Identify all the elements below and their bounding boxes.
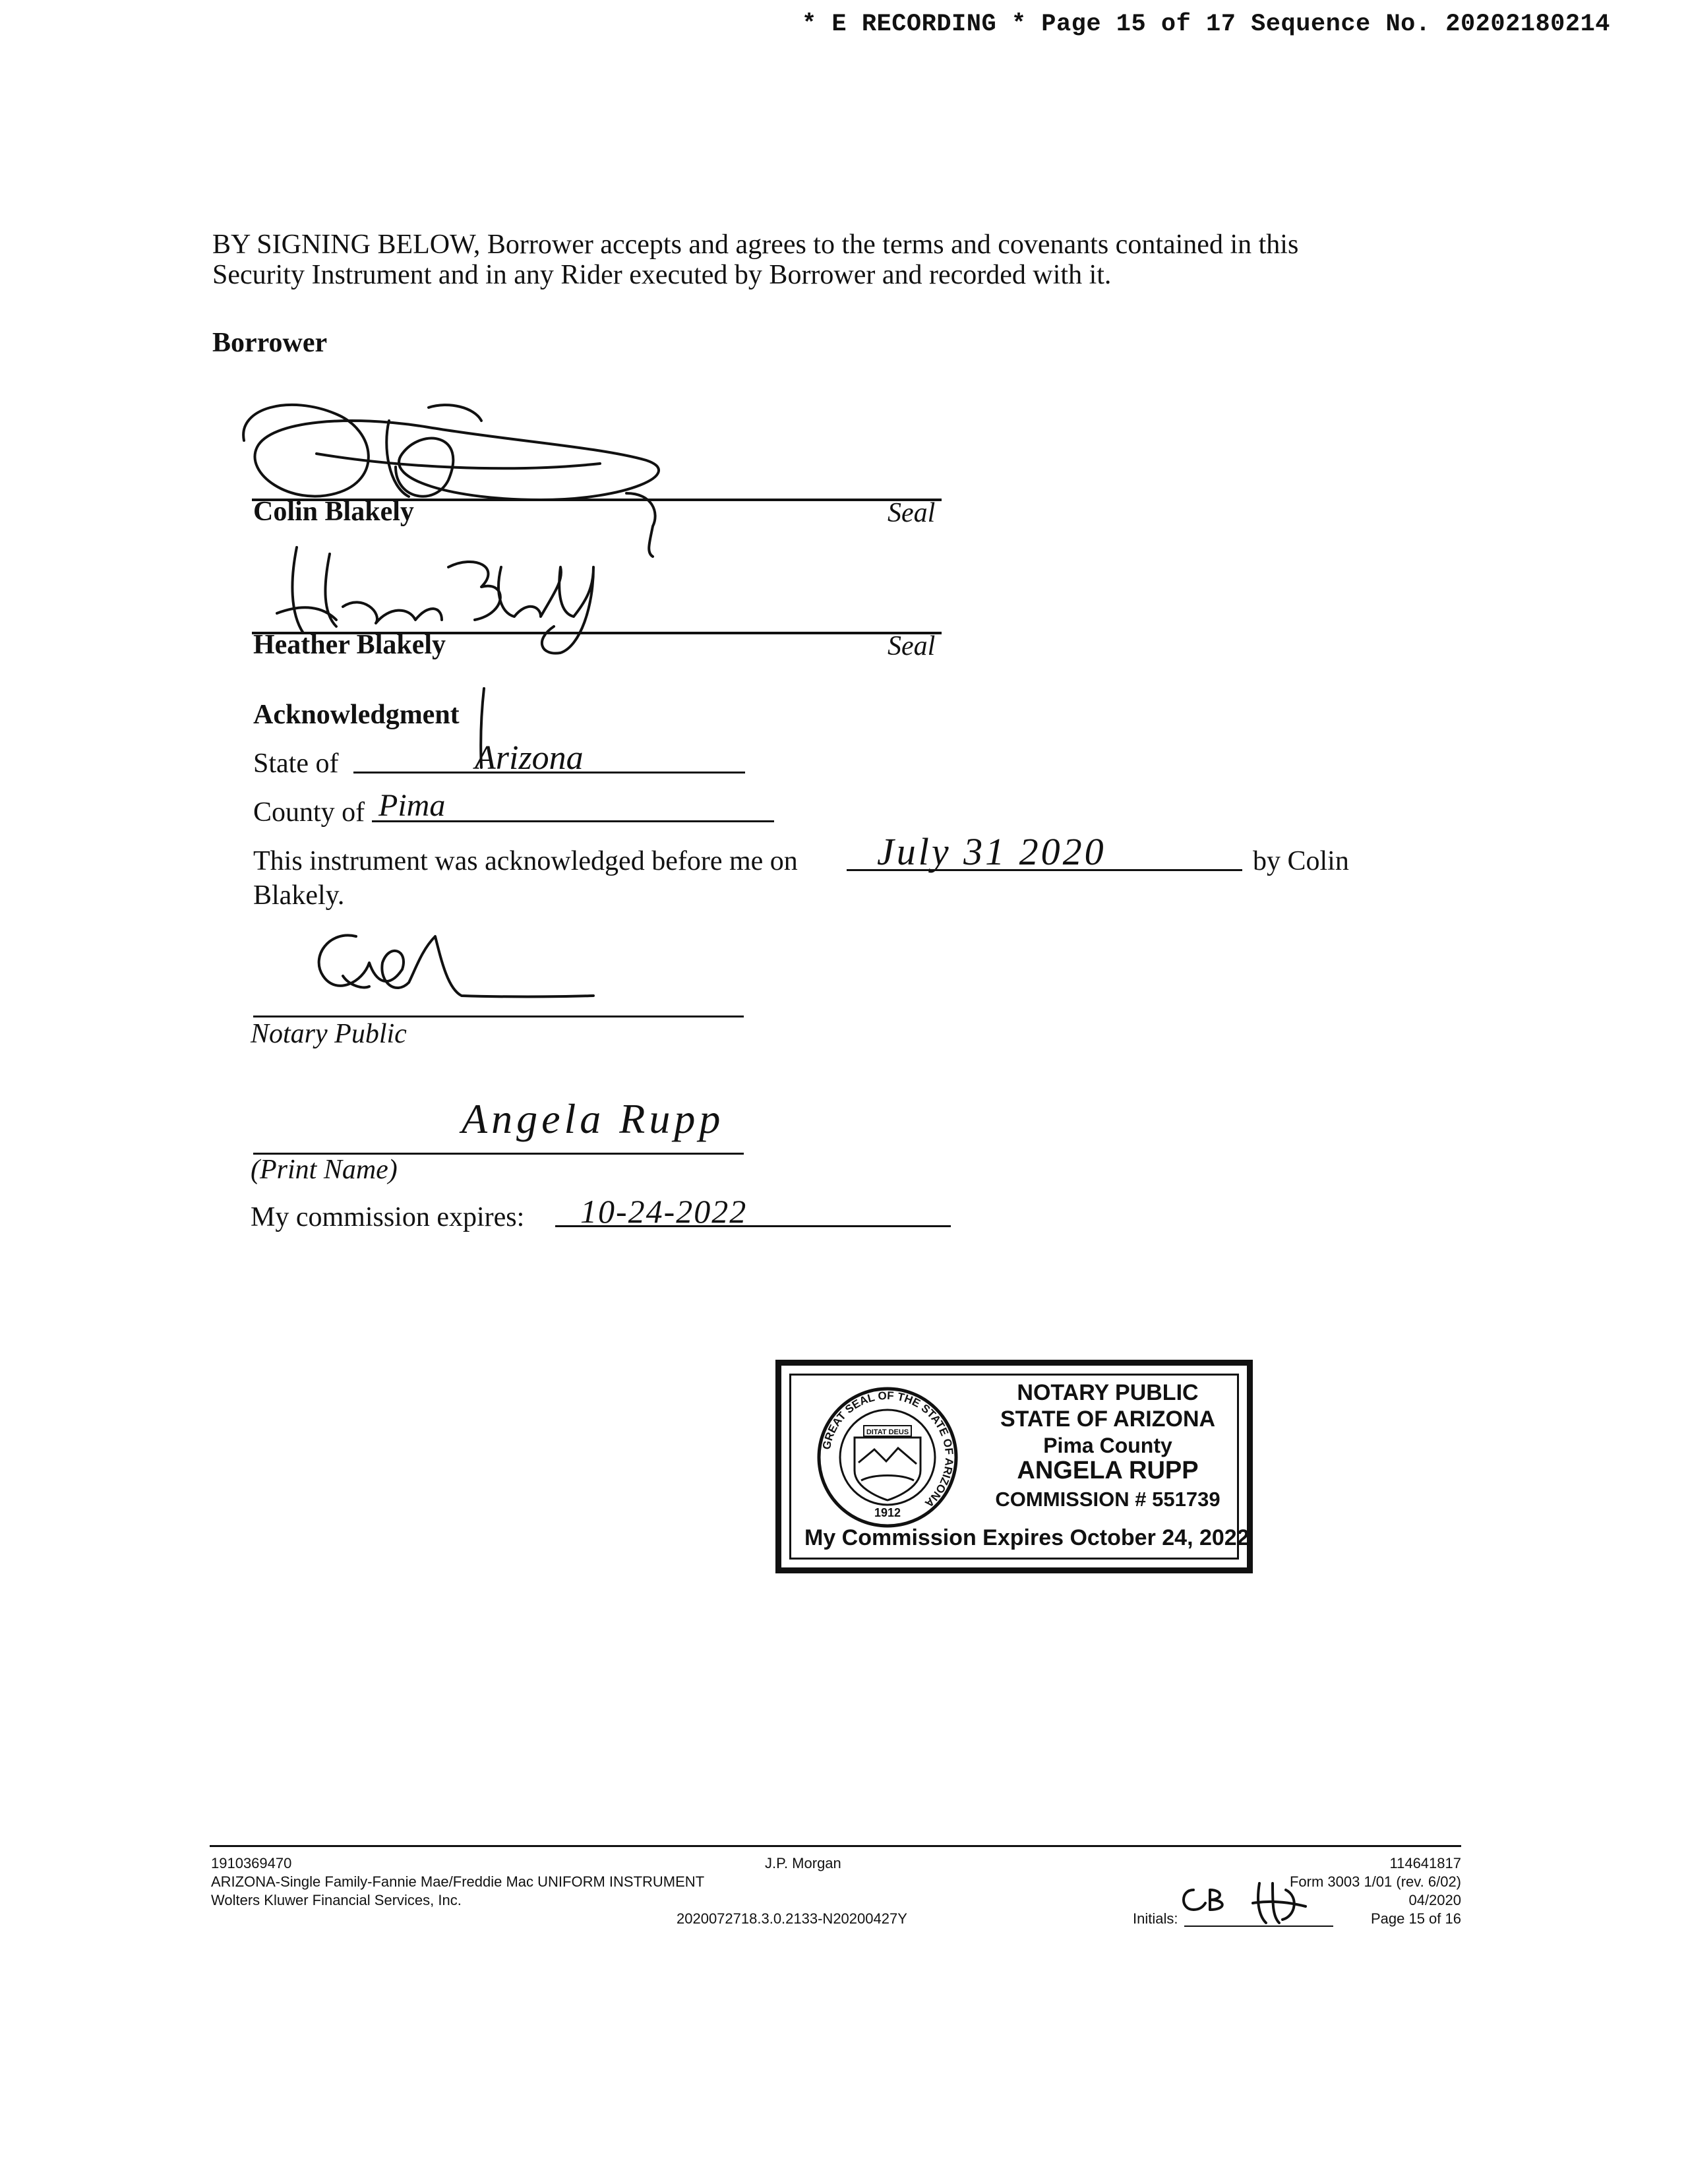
state-value: Arizona — [475, 739, 584, 777]
stamp-line-5: COMMISSION # 551739 — [995, 1488, 1221, 1511]
commission-value: 10-24-2022 — [580, 1193, 748, 1230]
ack-prefix: This instrument was acknowledged before me on — [253, 846, 798, 876]
footer-doc-code: 2020072718.3.0.2133-N20200427Y — [677, 1910, 907, 1927]
stamp-expiration: My Commission Expires October 24, 2022 — [804, 1525, 1250, 1550]
seal-year: 1912 — [874, 1506, 901, 1519]
footer-right-number: 114641817 — [1389, 1855, 1461, 1871]
borrower-heading: Borrower — [212, 328, 328, 358]
notary-public-label: Notary Public — [251, 1019, 407, 1049]
print-name-label: (Print Name) — [251, 1155, 398, 1185]
arizona-seal-icon — [815, 1385, 960, 1530]
heather-seal: Seal — [888, 631, 936, 661]
signing-statement — [212, 229, 1412, 290]
footer-loan-number: 1910369470 — [211, 1855, 292, 1871]
footer-rule — [210, 1845, 1461, 1847]
footer-initials-label: Initials: — [1133, 1910, 1178, 1927]
ack-date: July 31 2020 — [877, 830, 1106, 873]
footer-form-title: ARIZONA-Single Family-Fannie Mae/Freddie Mac UNIFORM INSTRUMENT — [211, 1873, 705, 1890]
ack-suffix: by Colin — [1253, 846, 1349, 876]
signing-statement-line-1: BY SIGNING BELOW, Borrower accepts and agrees to the terms and covenants contained in this — [212, 229, 1299, 260]
county-label: County of — [253, 797, 365, 828]
notary-signature — [303, 923, 607, 1009]
ack-line-2: Blakely. — [253, 880, 345, 911]
stamp-line-3: Pima County — [1043, 1434, 1172, 1457]
seal-ring-text: GREAT SEAL OF THE STATE OF ARIZONA — [820, 1389, 956, 1510]
footer-left — [211, 1854, 704, 1910]
colin-name: Colin Blakely — [253, 497, 414, 527]
footer-form-date: 04/2020 — [1408, 1892, 1461, 1908]
stamp-line-2: STATE OF ARIZONA — [1000, 1407, 1216, 1432]
heather-name: Heather Blakely — [253, 630, 446, 660]
footer-publisher: Wolters Kluwer Financial Services, Inc. — [211, 1892, 462, 1908]
county-value: Pima — [378, 788, 446, 823]
footer-page: Page 15 of 16 — [1370, 1910, 1461, 1927]
state-label: State of — [253, 748, 339, 779]
notary-stamp — [775, 1360, 1253, 1573]
colin-signature — [231, 394, 692, 559]
footer-lender: J.P. Morgan — [765, 1855, 841, 1871]
colin-seal: Seal — [888, 498, 936, 528]
footer-form-number: Form 3003 1/01 (rev. 6/02) — [1289, 1873, 1461, 1890]
recording-header: * E RECORDING * Page 15 of 17 Sequence No. 20202180214 — [802, 11, 1610, 38]
commission-label: My commission expires: — [251, 1202, 525, 1232]
signing-statement-line-2: Security Instrument and in any Rider executed by Borrower and recorded with it. — [212, 260, 1112, 290]
print-name-value: Angela Rupp — [462, 1095, 725, 1142]
notary-signature-line — [253, 1016, 744, 1017]
notary-stamp-border — [789, 1374, 1250, 1560]
initials-marks — [1174, 1877, 1345, 1929]
seal-motto: DITAT DEUS — [866, 1428, 909, 1436]
stamp-line-4: ANGELA RUPP — [1017, 1457, 1199, 1484]
acknowledgment-heading: Acknowledgment — [253, 700, 460, 730]
stamp-line-1: NOTARY PUBLIC — [1017, 1380, 1199, 1405]
